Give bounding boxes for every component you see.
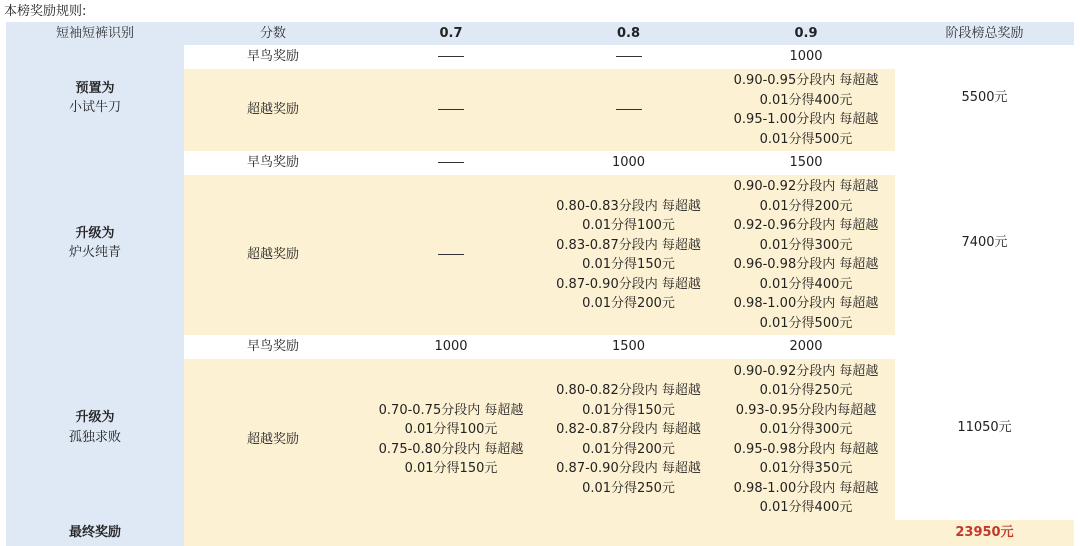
early-bird-label: 早鸟奖励 [184,151,362,175]
early-bird-0-9: 1500 [717,151,895,175]
exceed-line: 0.01分得100元 [404,422,498,437]
exceed-line: 0.01分得150元 [582,257,675,272]
exceed-line: 0.01分得250元 [759,383,853,398]
page-title: 本榜奖励规则: [4,4,87,19]
reward-rules-table [6,22,1074,546]
header-score-0-8: 0.8 [540,22,717,45]
exceed-line: 0.83-0.87分段内 每超越 [556,237,701,253]
exceed-label: 超越奖励 [184,69,362,151]
exceed-0-7 [362,175,540,335]
exceed-line: 0.01分得200元 [759,198,853,214]
exceed-line: 0.01分得300元 [759,237,853,253]
tier-prefix: 升级为 [75,225,115,241]
exceed-line: 0.01分得300元 [759,422,853,437]
exceed-line: 0.96-0.98分段内 每超越 [733,257,879,272]
exceed-0-8 [540,69,717,151]
exceed-line: 0.98-1.00分段内 每超越 [733,296,879,311]
exceed-line: 0.01分得500元 [759,315,853,331]
tier-prefix: 升级为 [75,410,115,425]
tier-prefix: 预置为 [75,80,115,96]
tier-early-row [6,151,1074,175]
exceed-line: 0.01分得150元 [582,402,675,418]
exceed-line: 0.95-0.98分段内 每超越 [733,441,879,457]
tier-label [6,335,184,520]
dash-icon [438,56,464,57]
header-category: 短袖短裤识别 [6,22,184,45]
stage-total: 5500元 [895,45,1074,151]
header-score-0-7: 0.7 [362,22,540,45]
exceed-line: 0.82-0.87分段内 每超越 [556,422,701,437]
exceed-label: 超越奖励 [184,359,362,520]
exceed-line: 0.80-0.83分段内 每超越 [556,198,701,214]
final-reward-spacer [184,520,895,546]
early-bird-0-9: 2000 [717,335,895,359]
header-score-0-9: 0.9 [717,22,895,45]
exceed-0-8 [540,359,717,520]
tier-name: 孤独求败 [68,429,121,445]
exceed-0-9 [717,69,895,151]
exceed-label: 超越奖励 [184,175,362,335]
exceed-line: 0.87-0.90分段内 每超越 [556,461,701,476]
tier-label [6,45,184,151]
exceed-0-8 [540,175,717,335]
early-bird-0-7 [362,45,540,69]
exceed-line: 0.90-0.95分段内 每超越 [733,73,879,88]
exceed-line: 0.01分得100元 [582,218,675,233]
tier-early-row [6,335,1074,359]
exceed-line: 0.75-0.80分段内 每超越 [378,441,524,457]
early-bird-0-7: 1000 [362,335,540,359]
stage-total: 7400元 [895,151,1074,335]
dash-icon [438,254,464,255]
tier-name: 小试牛刀 [68,100,121,115]
header-score: 分数 [184,22,362,45]
early-bird-0-8 [540,45,717,69]
exceed-line: 0.01分得150元 [404,461,498,476]
exceed-0-7 [362,69,540,151]
header-row [6,22,1074,45]
header-stage-total: 阶段榜总奖励 [895,22,1074,45]
exceed-line: 0.01分得400元 [759,500,853,515]
dash-icon [438,109,464,110]
early-bird-0-7 [362,151,540,175]
final-reward-total: 23950元 [895,520,1074,546]
dash-icon [616,109,642,110]
early-bird-0-8: 1500 [540,335,717,359]
exceed-0-9 [717,175,895,335]
early-bird-0-9: 1000 [717,45,895,69]
final-row [6,520,1074,546]
early-bird-label: 早鸟奖励 [184,335,362,359]
exceed-line: 0.01分得400元 [759,276,853,292]
exceed-line: 0.01分得400元 [759,92,853,108]
exceed-line: 0.01分得350元 [759,461,853,476]
exceed-line: 0.01分得500元 [759,131,853,147]
exceed-line: 0.87-0.90分段内 每超越 [556,276,701,292]
exceed-line: 0.80-0.82分段内 每超越 [556,383,701,398]
tier-early-row [6,45,1074,69]
dash-icon [616,56,642,57]
tier-name: 炉火纯青 [68,245,121,260]
exceed-line: 0.92-0.96分段内 每超越 [733,218,879,233]
tier-label [6,151,184,335]
exceed-line: 0.01分得200元 [582,296,675,311]
exceed-0-9 [717,359,895,520]
exceed-line: 0.01分得200元 [582,441,675,457]
exceed-line: 0.95-1.00分段内 每超越 [733,112,879,127]
exceed-line: 0.70-0.75分段内 每超越 [378,402,524,418]
exceed-0-7 [362,359,540,520]
final-reward-label: 最终奖励 [6,520,184,546]
early-bird-0-8: 1000 [540,151,717,175]
stage-total: 11050元 [895,335,1074,520]
exceed-line: 0.93-0.95分段内每超越 [735,402,877,418]
dash-icon [438,162,464,163]
early-bird-label: 早鸟奖励 [184,45,362,69]
exceed-line: 0.90-0.92分段内 每超越 [733,363,879,379]
exceed-line: 0.90-0.92分段内 每超越 [733,179,879,194]
exceed-line: 0.98-1.00分段内 每超越 [733,480,879,496]
exceed-line: 0.01分得250元 [582,480,675,496]
